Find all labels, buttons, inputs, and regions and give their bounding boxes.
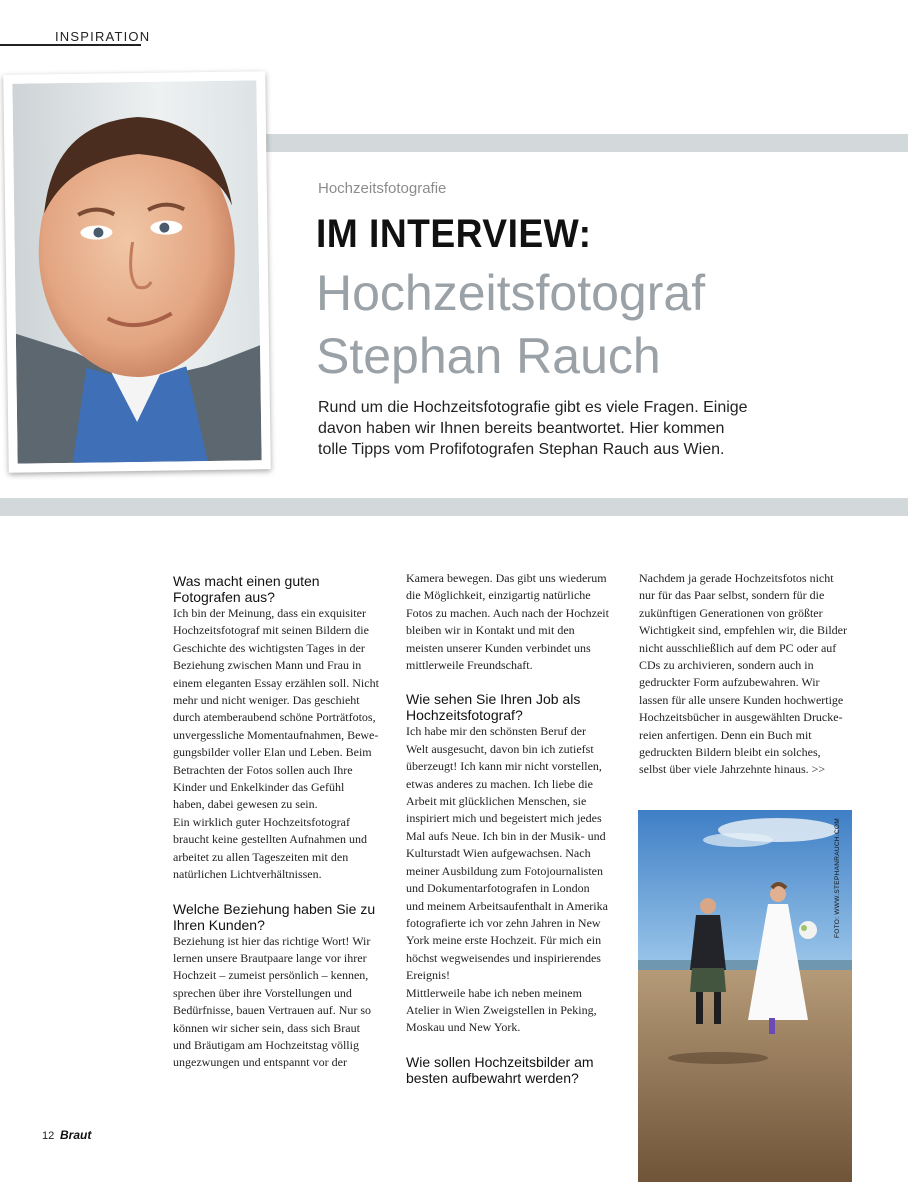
text-line: selbst über viele Jahrzehnte hinaus. >> xyxy=(639,762,826,777)
text-line: CDs zu archivieren, sondern auch in xyxy=(639,658,814,673)
photo-credit: FOTO: WWW.STEPHANRAUCH.COM xyxy=(834,818,841,938)
text-line: Kamera bewegen. Das gibt uns wiederum xyxy=(406,571,607,585)
text-line: meiner Ausbildung zum Fotojournalisten xyxy=(406,863,603,878)
answer-text xyxy=(406,570,616,674)
question-heading xyxy=(406,691,616,723)
text-line: Arbeit mit glücklichen Menschen, sie xyxy=(406,794,587,809)
text-line: Moskau und New York. xyxy=(406,1020,521,1035)
text-line: fotografierte ich vor zehn Jahren in New xyxy=(406,915,601,930)
text-line: Atelier in Wien Zweigstellen in Peking, xyxy=(406,1002,597,1017)
text-line: etwas anderes zu machen. Ich liebe die xyxy=(406,776,593,791)
text-line: Ein wirklich guter Hochzeitsfotograf xyxy=(173,814,350,829)
section-label: INSPIRATION xyxy=(55,29,151,44)
text-line: durch atemberaubend schöne Porträtfotos, xyxy=(173,710,376,725)
text-line: Ich habe mir den schönsten Beruf der xyxy=(406,724,586,739)
text-line: gedruckten Bildern bleibt ein solches, xyxy=(639,745,821,760)
magazine-logo: Braut xyxy=(60,1128,92,1142)
wedding-image xyxy=(638,810,852,1182)
text-line: lernen unsere Brautpaare lange vor ihrer xyxy=(173,950,367,965)
text-line: haben, dabei gewesen zu sein. xyxy=(173,797,318,812)
headline: IM INTERVIEW: xyxy=(316,212,592,256)
text-line: und meinem Arbeitsaufenthalt in Amerika xyxy=(406,898,608,913)
text-line: lassen für alle unsere Kunden hochwertige xyxy=(639,692,844,707)
text-line: natürlichen Lichtverhältnissen. xyxy=(173,867,322,882)
lead-paragraph xyxy=(318,397,748,460)
text-line: Beziehung ist hier das richtige Wort! Wir xyxy=(173,933,371,948)
text-line: Ich bin der Meinung, dass ein exquisiter xyxy=(173,606,366,620)
heading-line: Fotografen aus? xyxy=(173,589,275,605)
text-line: Hochzeitsbücher in ausgewählten Drucke- xyxy=(639,710,843,725)
text-line: mehr und nicht weniger. Das geschieht xyxy=(173,693,360,708)
article-column-3 xyxy=(639,570,851,779)
heading-line: Wie sollen Hochzeitsbilder am xyxy=(406,1053,594,1070)
page-number: 12 xyxy=(42,1130,55,1142)
text-line: Betrachten der Fotos sollen auch Ihre xyxy=(173,762,353,777)
text-line: Bedürfnisse, bauen Vertrauen auf. Nur so xyxy=(173,1003,372,1018)
text-line: Hochzeit – zumeist persönlich – kennen, xyxy=(173,968,369,983)
heading-line: Hochzeitsfotograf? xyxy=(406,707,523,724)
text-line: gedruckter Form aufzubewahren. Wir xyxy=(639,675,820,690)
text-line: braucht keine gestellten Aufnahmen und xyxy=(173,832,367,847)
portrait-photo xyxy=(3,71,271,473)
text-line: Nachdem ja gerade Hochzeitsfotos nicht xyxy=(639,571,834,585)
answer-text xyxy=(639,570,851,779)
heading-line: Ihren Kunden? xyxy=(173,916,265,933)
text-line: und Bräutigam am Hochzeitstag völlig xyxy=(173,1037,359,1052)
text-line: Welt ausgesucht, davon bin ich zutiefst xyxy=(406,741,594,756)
text-line: unvergessliche Momentaufnahmen, Bewe- xyxy=(173,727,379,742)
wedding-photo xyxy=(638,810,852,1182)
text-line: arbeitet zu allen Tageszeiten mit den xyxy=(173,849,349,864)
text-line: überzeugt! Ich kann mir nicht vorstellen, xyxy=(406,759,602,774)
text-line: Wichtigkeit sind, empfehlen wir, die Bilder xyxy=(639,623,847,638)
text-line: meisten unserer Kunden verbindet uns xyxy=(406,640,591,655)
text-line: ungezwungen und entspannt vor der xyxy=(173,1055,347,1070)
heading-line: Welche Beziehung haben Sie zu xyxy=(173,900,376,917)
text-line: Beziehung zwischen Mann und Frau in xyxy=(173,658,362,673)
heading-line: Was macht einen guten xyxy=(173,573,320,589)
subtitle xyxy=(316,262,705,388)
question-heading xyxy=(173,901,381,933)
top-gray-band xyxy=(265,134,908,152)
answer-text xyxy=(173,933,381,1072)
text-line: reien anfertigen. Denn ein Buch mit xyxy=(639,727,812,742)
subtitle-line: Stephan Rauch xyxy=(316,328,661,384)
question-heading xyxy=(173,573,381,605)
text-line: nur für das Paar selbst, sondern für die xyxy=(639,588,825,603)
answer-text xyxy=(173,605,381,884)
text-line: Geschichte des wichtigsten Tages in der xyxy=(173,640,365,655)
article-column-1 xyxy=(173,573,381,1072)
kicker: Hochzeitsfotografie xyxy=(318,180,447,197)
text-line: zukünftigen Generationen von größter xyxy=(639,605,823,620)
text-line: nicht ausschließlich auf dem PC oder auf xyxy=(639,640,837,655)
subtitle-line: Hochzeitsfotograf xyxy=(316,265,706,321)
answer-text xyxy=(406,723,616,1036)
section-rule xyxy=(0,44,141,46)
text-line: können wir sicher sein, dass sich Braut xyxy=(173,1020,360,1035)
lead-line: davon haben wir Ihnen bereits beantwortet. Hier kommen xyxy=(318,420,725,437)
text-line: gungsbilder voller Elan und Leben. Beim xyxy=(173,745,372,760)
text-line: einem eleganten Essay erzählen soll. Nicht xyxy=(173,675,379,690)
heading-line: besten aufbewahrt werden? xyxy=(406,1069,579,1086)
text-line: höchst wegweisendes und inspirierendes xyxy=(406,950,601,965)
text-line: sprechen über ihre Vorstellungen und xyxy=(173,985,352,1000)
text-line: inspiriert mich und begeistert mich jedes xyxy=(406,811,602,826)
text-line: mittlerweile Freundschaft. xyxy=(406,658,533,673)
heading-line: Wie sehen Sie Ihren Job als xyxy=(406,691,581,708)
text-line: Mittlerweile habe ich neben meinem xyxy=(406,985,582,1000)
question-heading xyxy=(406,1054,616,1086)
text-line: York meine erste Hochzeit. Für mich ein xyxy=(406,933,602,948)
text-line: Kinder und Enkelkinder das Gefühl xyxy=(173,780,345,795)
article-column-2 xyxy=(406,570,616,1086)
portrait-image xyxy=(12,80,261,463)
lead-line: tolle Tipps vom Profifotografen Stephan Rauch aus Wien. xyxy=(318,441,725,458)
lead-line: Rund um die Hochzeitsfotografie gibt es viele Fragen. Einige xyxy=(318,399,748,416)
text-line: die Möglichkeit, einzigartig natürliche xyxy=(406,588,591,603)
text-line: Kulturstadt Wien aufgewachsen. Nach xyxy=(406,846,591,861)
text-line: Hochzeitsfotograf mit seinen Bildern die xyxy=(173,623,369,638)
text-line: Ereignis! xyxy=(406,968,450,983)
text-line: bleiben wir in Kontakt und mit den xyxy=(406,623,575,638)
text-line: und Dokumentarfotografen in London xyxy=(406,881,590,896)
text-line: Fotos zu machen. Auch nach der Hochzeit xyxy=(406,605,609,620)
text-line: Mal aufs Neue. Ich bin in der Musik- und xyxy=(406,828,606,843)
middle-gray-band xyxy=(0,498,908,516)
